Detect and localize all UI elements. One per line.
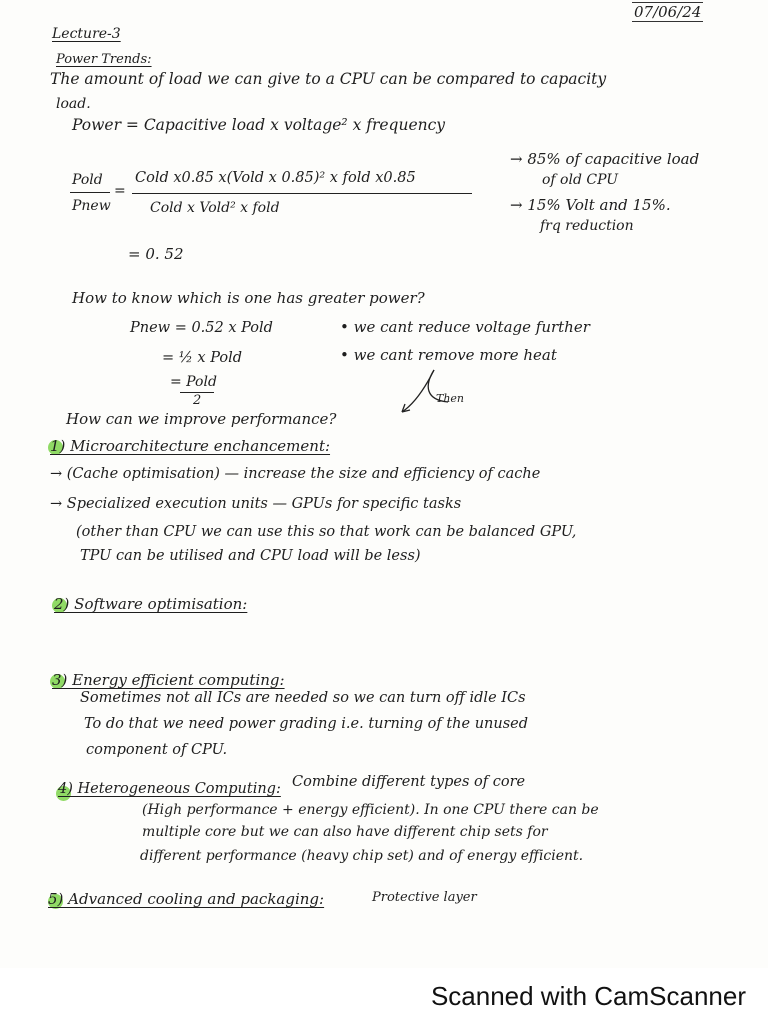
section-1-tpu: TPU can be utilised and CPU load will be less) xyxy=(80,548,421,564)
section-1-specialized-units: → Specialized execution units — GPUs for specific tasks xyxy=(50,496,462,512)
bullet-voltage: • we cant reduce voltage further xyxy=(340,318,590,336)
date: 07/06/24 xyxy=(634,3,702,21)
ratio-rhs-fraction-bar xyxy=(132,193,472,194)
section-4-title: 4) Heterogeneous Computing: xyxy=(58,781,281,797)
camscanner-watermark: Scanned with CamScanner xyxy=(430,981,746,1011)
improve-performance-question: How can we improve performance? xyxy=(66,410,337,428)
pold-over-two-numerator: = Pold xyxy=(170,374,217,390)
section-3-component: component of CPU. xyxy=(86,742,228,758)
section-4-different-performance: different performance (heavy chip set) and of energy efficient. xyxy=(140,848,584,864)
section-1-cache: → (Cache optimisation) — increase the size and efficiency of cache xyxy=(50,466,541,482)
ratio-equals: = xyxy=(114,183,126,199)
section-4-combine: Combine different types of core xyxy=(292,774,526,790)
ratio-note-old-cpu: of old CPU xyxy=(542,172,619,188)
section-3-idle-ics: Sometimes not all ICs are needed so we can turn off idle ICs xyxy=(80,690,526,706)
ratio-lhs-denominator: Pnew xyxy=(72,198,111,214)
ratio-result: = 0. 52 xyxy=(128,245,184,263)
section-4-high-performance: (High performance + energy efficient). In one CPU there can be xyxy=(142,802,599,818)
pnew-equation: Pnew = 0.52 x Pold xyxy=(130,320,273,336)
section-1-title: 1) Microarchitecture enchancement: xyxy=(50,437,331,455)
ratio-lhs-numerator: Pold xyxy=(72,172,103,188)
lecture-title: Lecture-3 xyxy=(52,26,121,42)
bullet-heat: • we cant remove more heat xyxy=(340,346,557,364)
section-5-title: 5) Advanced cooling and packaging: xyxy=(48,890,325,908)
section-3-title: 3) Energy efficient computing: xyxy=(52,671,285,689)
ratio-lhs-fraction-bar xyxy=(70,192,110,193)
section-4-multiple-core: multiple core but we can also have different chip sets for xyxy=(142,824,548,840)
ratio-note-freq: frq reduction xyxy=(540,218,634,234)
power-formula: Power = Capacitive load x voltage² x frequency xyxy=(72,116,446,134)
pold-over-two-denominator: 2 xyxy=(193,393,202,408)
power-trends-heading: Power Trends: xyxy=(56,52,152,67)
ratio-rhs-numerator: Cold x0.85 x(Vold x 0.85)² x fold x0.85 xyxy=(135,170,416,186)
then-label: Then xyxy=(436,392,465,405)
ratio-note-volt: → 15% Volt and 15%. xyxy=(510,196,671,214)
half-pold-equation: = ½ x Pold xyxy=(162,350,243,366)
section-3-power-grading: To do that we need power grading i.e. turning of the unused xyxy=(84,716,529,732)
power-trends-intro-line-1: The amount of load we can give to a CPU can be compared to capacity xyxy=(50,70,607,88)
section-2-title: 2) Software optimisation: xyxy=(54,595,248,613)
ratio-rhs-denominator: Cold x Vold² x fold xyxy=(150,200,280,216)
greater-power-question: How to know which is one has greater power? xyxy=(72,289,425,307)
power-trends-intro-line-2: load. xyxy=(56,96,91,112)
section-5-protective-layer: Protective layer xyxy=(372,890,477,905)
ratio-note-capacitive: → 85% of capacitive load xyxy=(510,150,700,168)
section-1-other-than-cpu: (other than CPU we can use this so that work can be balanced GPU, xyxy=(76,524,577,540)
